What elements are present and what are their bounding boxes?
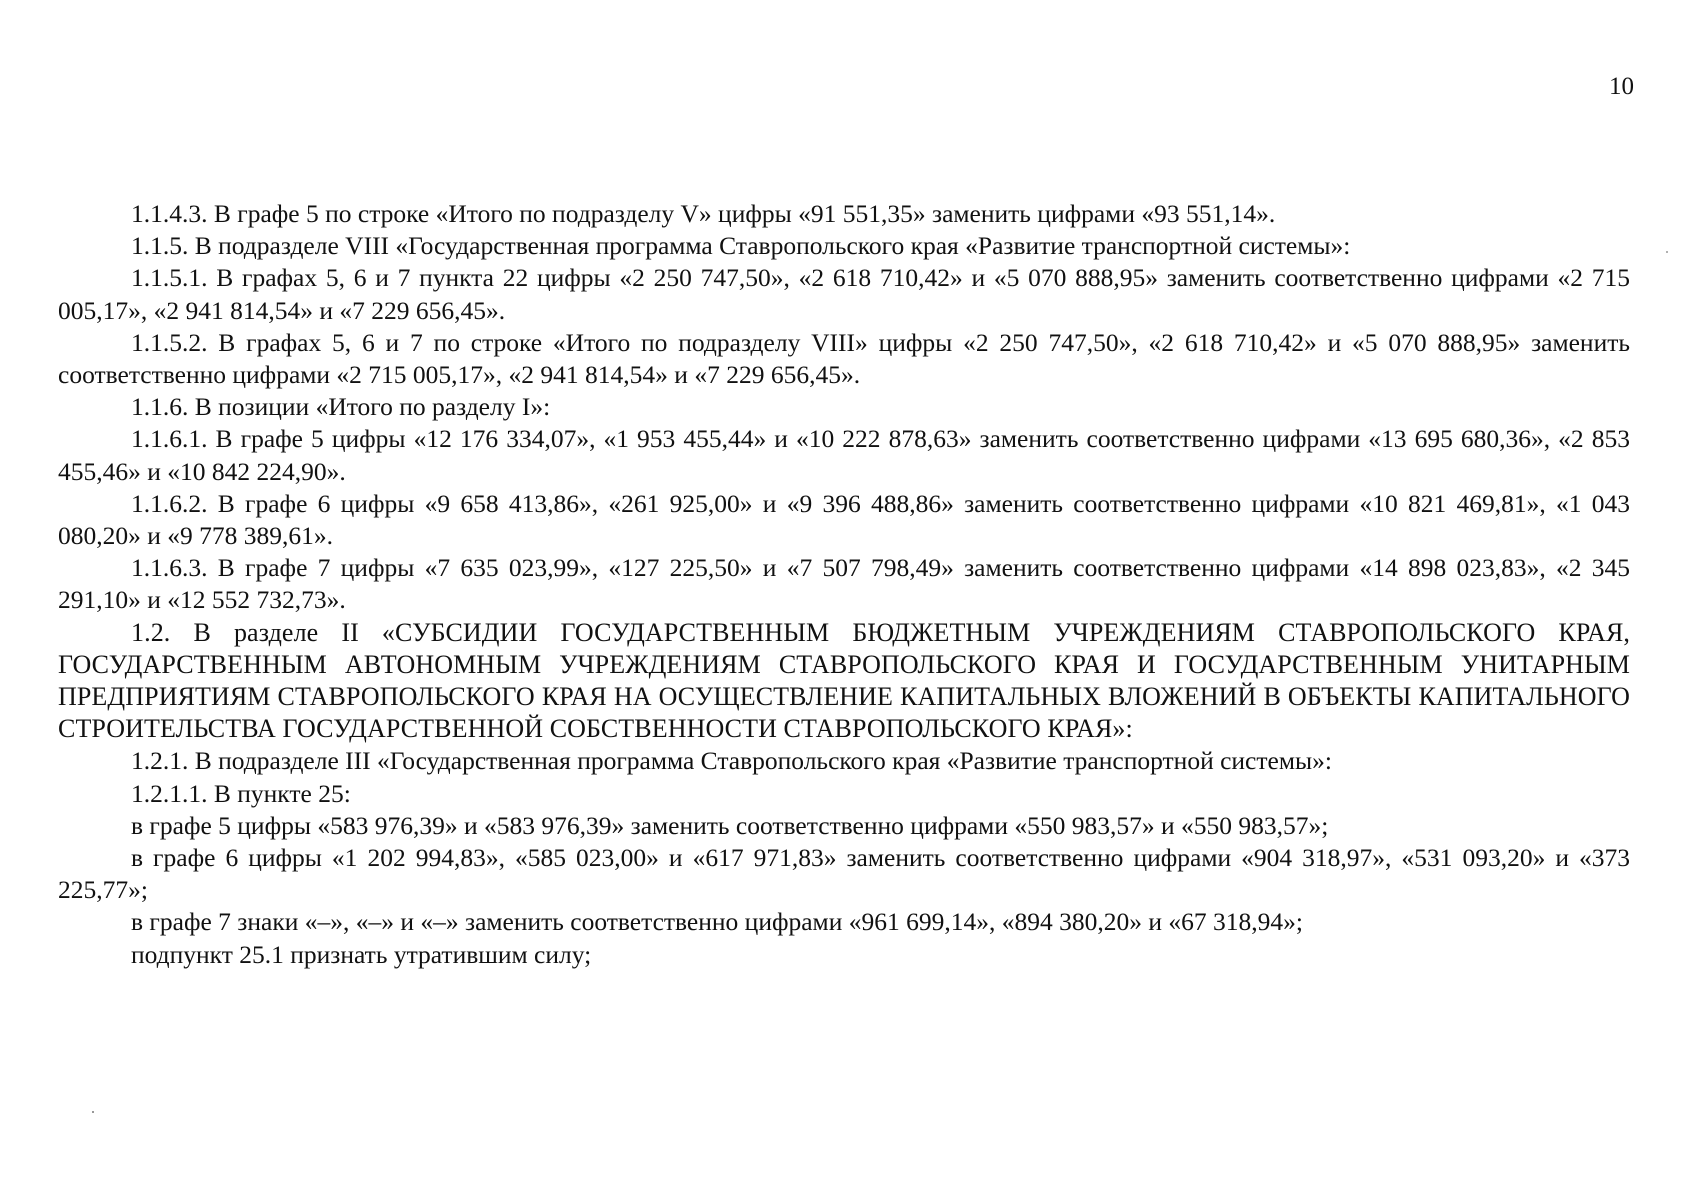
paragraph-1-1-6-2: 1.1.6.2. В графе 6 цифры «9 658 413,86», «261 925,00» и «9 396 488,86» заменить соответственно цифрами «10 821 469,81», «1 043 080,20» и «9 778 389,61». xyxy=(58,488,1630,551)
paragraph-1-1-6-3: 1.1.6.3. В графе 7 цифры «7 635 023,99», «127 225,50» и «7 507 798,49» заменить соответственно цифрами «14 898 023,83», «2 345 291,10» и «12 552 732,73». xyxy=(58,553,1630,615)
paragraph-1-1-4-3: 1.1.4.3. В графе 5 по строке «Итого по подразделу V» цифры «91 551,35» заменить цифрами «93 551,14». xyxy=(131,199,1276,228)
paragraph-column-6: в графе 6 цифры «1 202 994,83», «585 023,00» и «617 971,83» заменить соответственно цифрами «904 318,97», «531 093,20» и «373 225,77»; xyxy=(58,843,1630,905)
page-number: 10 xyxy=(1609,73,1634,100)
paragraph-1-2-1-1: 1.2.1.1. В пункте 25: xyxy=(131,778,351,808)
scan-speck xyxy=(92,1111,94,1113)
scan-speck xyxy=(1666,251,1668,253)
paragraph-1-2: 1.2. В разделе II «СУБСИДИИ ГОСУДАРСТВЕННЫМ БЮДЖЕТНЫМ УЧРЕЖДЕНИЯМ СТАВРОПОЛЬСКОГО КРАЯ, ГОСУДАРСТВЕННЫМ АВТОНОМНЫМ УЧРЕЖДЕНИЯМ СТАВРОПОЛЬСКОГО КРАЯ И ГОСУДАРСТВЕННЫМ УНИТАРНЫМ ПРЕДПРИЯТИЯМ СТАВРОПОЛЬСКОГО КРАЯ НА ОСУЩЕСТВЛЕНИЕ КАПИТАЛЬНЫХ ВЛОЖЕНИЙ В ОБЪЕКТЫ КАПИТАЛЬНОГО СТРОИТЕЛЬСТВА ГОСУДАРСТВЕННОЙ СОБСТВЕННОСТИ СТАВРОПОЛЬСКОГО КРАЯ»: xyxy=(58,617,1630,744)
paragraph-1-1-6-1: 1.1.6.1. В графе 5 цифры «12 176 334,07», «1 953 455,44» и «10 222 878,63» заменить соответственно цифрами «13 695 680,36», «2 853 455,46» и «10 842 224,90». xyxy=(58,424,1630,486)
paragraph-subclause-25-1: подпункт 25.1 признать утратившим силу; xyxy=(131,939,592,969)
paragraph-1-1-5-2: 1.1.5.2. В графах 5, 6 и 7 по строке «Итого по подразделу VIII» цифры «2 250 747,50», «2 618 710,42» и «5 070 888,95» заменить соответственно цифрами «2 715 005,17», «2 941 814,54» и «7 229 656,45». xyxy=(58,327,1630,390)
paragraph-1-1-5-1: 1.1.5.1. В графах 5, 6 и 7 пункта 22 цифры «2 250 747,50», «2 618 710,42» и «5 070 888,95» заменить соответственно цифрами «2 715 005,17», «2 941 814,54» и «7 229 656,45». xyxy=(58,263,1630,325)
paragraph-1-2-1: 1.2.1. В подразделе III «Государственная программа Ставропольского края «Развитие транспортной системы»: xyxy=(131,746,1332,776)
paragraph-column-7: в графе 7 знаки «–», «–» и «–» заменить соответственно цифрами «961 699,14», «894 380,20» и «67 318,94»; xyxy=(131,907,1303,937)
paragraph-1-1-5: 1.1.5. В подразделе VIII «Государственная программа Ставропольского края «Развитие транспортной системы»: xyxy=(131,231,1351,261)
paragraph-column-5: в графе 5 цифры «583 976,39» и «583 976,39» заменить соответственно цифрами «550 983,57» и «550 983,57»; xyxy=(131,810,1329,840)
document-body xyxy=(58,198,1630,971)
paragraph-1-1-6: 1.1.6. В позиции «Итого по разделу I»: xyxy=(131,392,551,422)
